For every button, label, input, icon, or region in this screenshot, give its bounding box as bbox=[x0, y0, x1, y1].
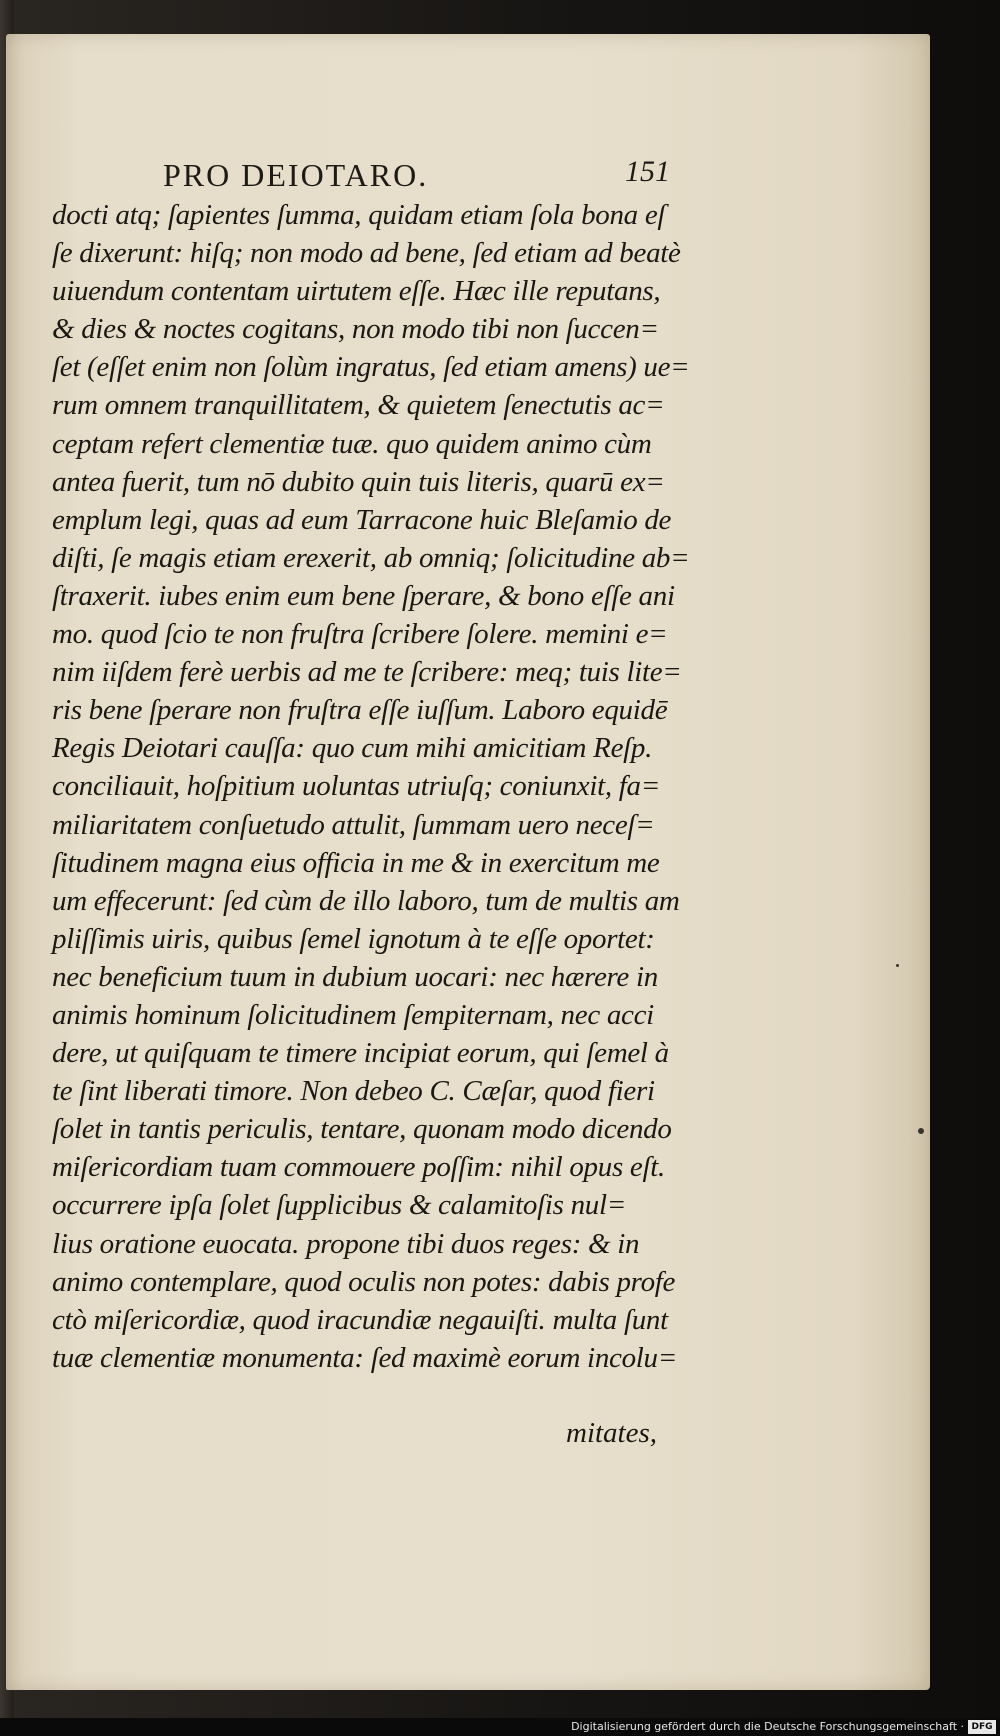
text-line: diſti, ſe magis etiam erexerit, ab omniq; ſolicitudine ab= bbox=[52, 541, 690, 574]
funding-credit: Digitalisierung gefördert durch die Deutsche Forschungsgemeinschaft · bbox=[571, 1720, 964, 1733]
text-line: & dies & noctes cogitans, non modo tibi non ſuccen= bbox=[52, 313, 659, 346]
text-line: ſtraxerit. iubes enim eum bene ſperare, & bono eſſe ani bbox=[52, 579, 675, 612]
text-line: animis hominum ſolicitudinem ſempiternam, nec acci bbox=[52, 998, 654, 1031]
running-head: PRO DEIOTARO. bbox=[163, 157, 429, 193]
text-line: ceptam refert clementiæ tuæ. quo quidem animo cùm bbox=[52, 427, 652, 460]
text-line: lius oratione euocata. propone tibi duos reges: & in bbox=[52, 1227, 640, 1260]
text-line: ctò miſericordiæ, quod iracundiæ negauiſti. multa ſunt bbox=[52, 1303, 668, 1336]
text-line: ſet (eſſet enim non ſolùm ingratus, ſed etiam amens) ue= bbox=[52, 351, 690, 384]
text-line: miliaritatem conſuetudo attulit, ſummam uero neceſ= bbox=[52, 808, 655, 841]
text-line: tuæ clementiæ monumenta: ſed maximè eorum incolu= bbox=[52, 1341, 678, 1374]
dfg-logo: DFG bbox=[968, 1720, 996, 1734]
text-line: te ſint liberati timore. Non debeo C. Cæſar, quod fieri bbox=[52, 1075, 655, 1108]
text-line: ris bene ſperare non fruſtra eſſe iuſſum. Laboro equidē bbox=[52, 694, 668, 727]
text-line: ſolet in tantis periculis, tentare, quonam modo dicendo bbox=[52, 1113, 672, 1146]
text-line: nec beneficium tuum in dubium uocari: nec hærere in bbox=[52, 960, 658, 993]
text-line: mo. quod ſcio te non fruſtra ſcribere ſolere. memini e= bbox=[52, 618, 668, 651]
text-line: conciliauit, hoſpitium uoluntas utriuſq; coniunxit, fa= bbox=[52, 770, 661, 803]
text-line: dere, ut quiſquam te timere incipiat eorum, qui ſemel à bbox=[52, 1037, 669, 1070]
text-line: pliſſimis uiris, quibus ſemel ignotum à te eſſe oportet: bbox=[52, 922, 655, 955]
page-number: 151 bbox=[625, 155, 670, 188]
text-line: docti atq; ſapientes ſumma, quidam etiam ſola bona eſ bbox=[52, 199, 666, 231]
text-line: ſitudinem magna eius officia in me & in exercitum me bbox=[52, 846, 660, 879]
text-line: rum omnem tranquillitatem, & quietem ſenectutis ac= bbox=[52, 389, 665, 422]
text-line: occurrere ipſa ſolet ſupplicibus & calamitoſis nul= bbox=[52, 1189, 627, 1222]
text-line: um effecerunt: ſed cùm de illo laboro, tum de multis am bbox=[52, 884, 680, 917]
ink-speck bbox=[918, 1128, 924, 1134]
text-line: antea fuerit, tum nō dubito quin tuis literis, quarū ex= bbox=[52, 465, 665, 498]
text-line: emplum legi, quas ad eum Tarracone huic Bleſamio de bbox=[52, 503, 672, 536]
ink-speck bbox=[896, 964, 899, 967]
text-line: uiuendum contentam uirtutem eſſe. Hæc ille reputans, bbox=[52, 275, 661, 308]
text-line: animo contemplare, quod oculis non potes: dabis profe bbox=[52, 1265, 676, 1298]
body-text bbox=[52, 196, 712, 1377]
text-line: miſericordiam tuam commouere poſſim: nihil opus eſt. bbox=[52, 1151, 665, 1184]
catchword: mitates, bbox=[566, 1417, 658, 1449]
text-line: nim iiſdem ferè uerbis ad me te ſcribere: meq; tuis lite= bbox=[52, 656, 682, 689]
text-line: ſe dixerunt: hiſq; non modo ad bene, ſed etiam ad beatè bbox=[52, 237, 681, 270]
text-line: Regis Deiotari cauſſa: quo cum mihi amicitiam Reſp. bbox=[52, 732, 653, 765]
